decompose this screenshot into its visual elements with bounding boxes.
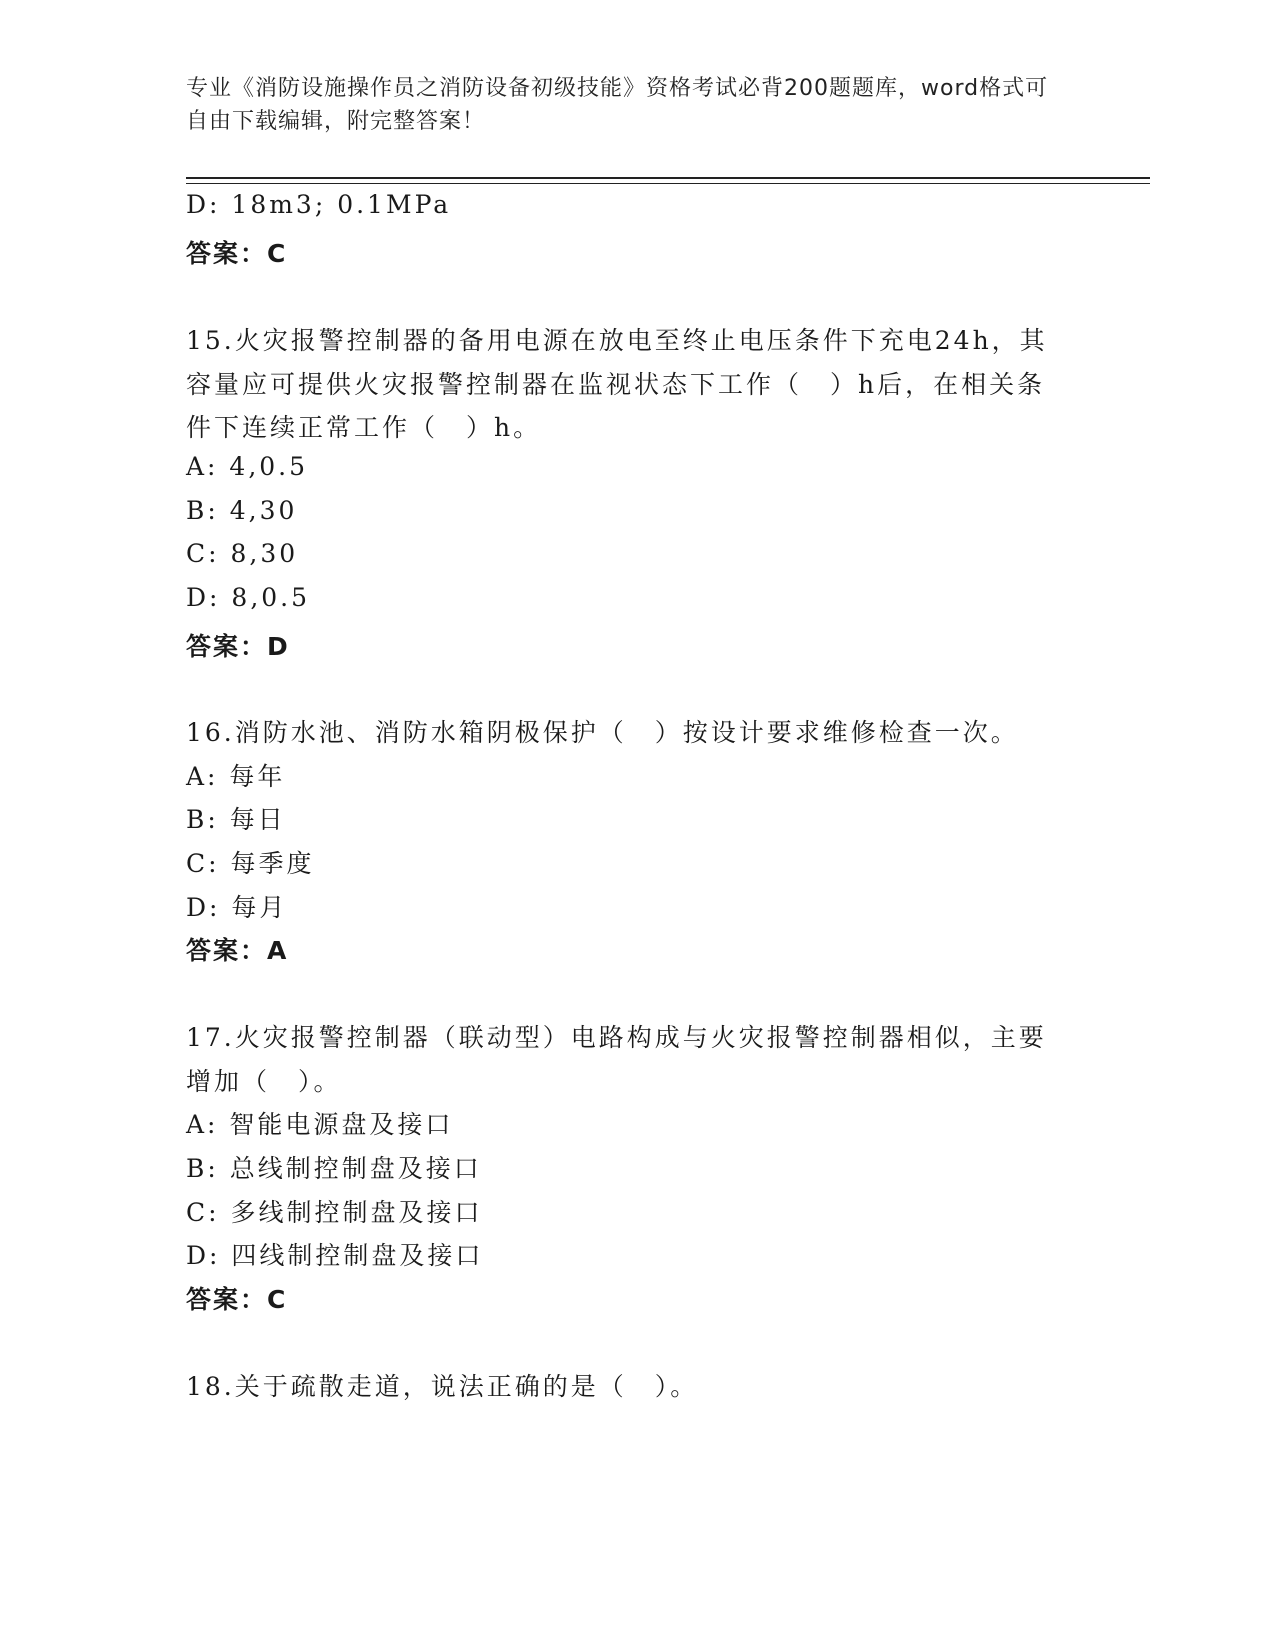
answer-q15: 答案：D [186,632,290,661]
option-d-q16: D: 每月 [186,893,288,922]
answer-q16: 答案：A [186,936,289,965]
question-17-line-1: 17.火灾报警控制器（联动型）电路构成与火灾报警控制器相似，主要 [186,1023,1047,1052]
option-b-q15: B: 4,30 [186,496,298,525]
option-d-q15: D: 8,0.5 [186,583,311,612]
option-a-q17: A: 智能电源盘及接口 [186,1110,454,1139]
option-c-q15: C: 8,30 [186,539,299,568]
header-divider-thin [186,183,1150,184]
answer-q17: 答案：C [186,1285,288,1314]
answer-q14: 答案：C [186,239,288,268]
question-15-line-1: 15.火灾报警控制器的备用电源在放电至终止电压条件下充电24h，其 [186,326,1048,355]
question-18: 18.关于疏散走道，说法正确的是（ ）。 [186,1372,699,1401]
question-16: 16.消防水池、消防水箱阴极保护（ ）按设计要求维修检查一次。 [186,718,1019,747]
option-d-q17: D: 四线制控制盘及接口 [186,1241,484,1270]
header-divider-thick [186,177,1150,179]
option-a-q15: A: 4,0.5 [186,452,309,481]
option-b-q17: B: 总线制控制盘及接口 [186,1154,482,1183]
question-15-line-2: 容量应可提供火灾报警控制器在监视状态下工作（ ）h后，在相关条 [186,370,1046,399]
page-header-title: 专业《消防设施操作员之消防设备初级技能》资格考试必背200题题库，word格式可自由下载编辑，附完整答案！ [186,76,1049,134]
question-17-line-2: 增加（ ）。 [186,1067,342,1096]
option-b-q16: B: 每日 [186,805,286,834]
option-a-q16: A: 每年 [186,762,286,791]
option-d-q14: D: 18m3; 0.1MPa [186,190,452,219]
question-15-line-3: 件下连续正常工作（ ）h。 [186,413,542,442]
option-c-q16: C: 每季度 [186,849,315,878]
option-c-q17: C: 多线制控制盘及接口 [186,1198,483,1227]
